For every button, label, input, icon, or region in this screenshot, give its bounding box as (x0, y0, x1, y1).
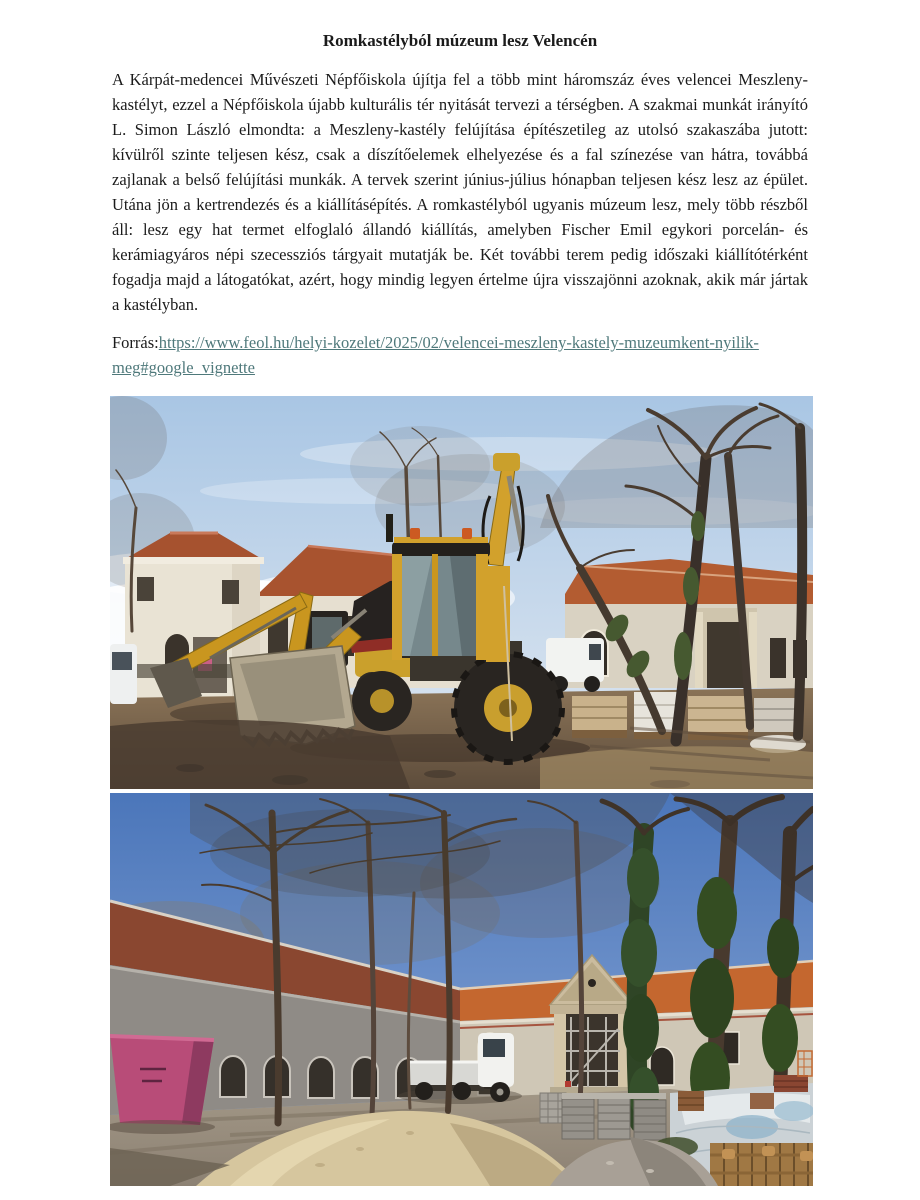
source-label: Forrás: (112, 333, 159, 352)
courtyard-construction-photo (110, 793, 813, 1186)
article-paragraph: A Kárpát-medencei Művészeti Népfőiskola újítja fel a több mint háromszáz éves velencei Meszleny-kastélyt, ezzel a Népfőiskola újabb kulturális tér nyitását tervezi a térségben. A szakmai munkát irányító L. Simon László elmondta: a Meszleny-kastély felújítása építészetileg az utolsó szakaszába jutott: kívülről szinte teljesen kész, csak a díszítőelemek elhelyezése és a fal színezése van hátra, továbbá zajlanak a belső felújítási munkák. A tervek szerint június-július hónapban teljesen kész lesz az épület. Utána jön a kertrendezés és a kiállításépítés. A romkastélyból ugyanis múzeum lesz, mely több részből áll: lesz egy hat termet elfoglaló állandó kiállítás, amelyben Fischer Emil egykori porcelán- és kerámiagyáros népi szecessziós tárgyait mutatják be. Két további terem pedig időszaki kiállítótérként fogadja majd a látogatókat, azért, hogy mindig legyen értelme újra visszajönni azoknak, akik már jártak a kastélyban. (112, 70, 808, 314)
construction-machines-photo (110, 396, 813, 789)
source-link[interactable]: https://www.feol.hu/helyi-kozelet/2025/02/velencei-meszleny-kastely-muzeumkent-nyilik-meg#google_vignette (112, 333, 759, 377)
page-title: Romkastélyból múzeum lesz Velencén (322, 31, 598, 50)
white-van-left (110, 644, 137, 704)
source-line (112, 330, 808, 380)
wooden-crate (710, 1143, 813, 1186)
figure-construction-machines (0, 396, 920, 789)
pink-skip (110, 1035, 215, 1134)
figure-courtyard-construction (0, 793, 920, 1186)
